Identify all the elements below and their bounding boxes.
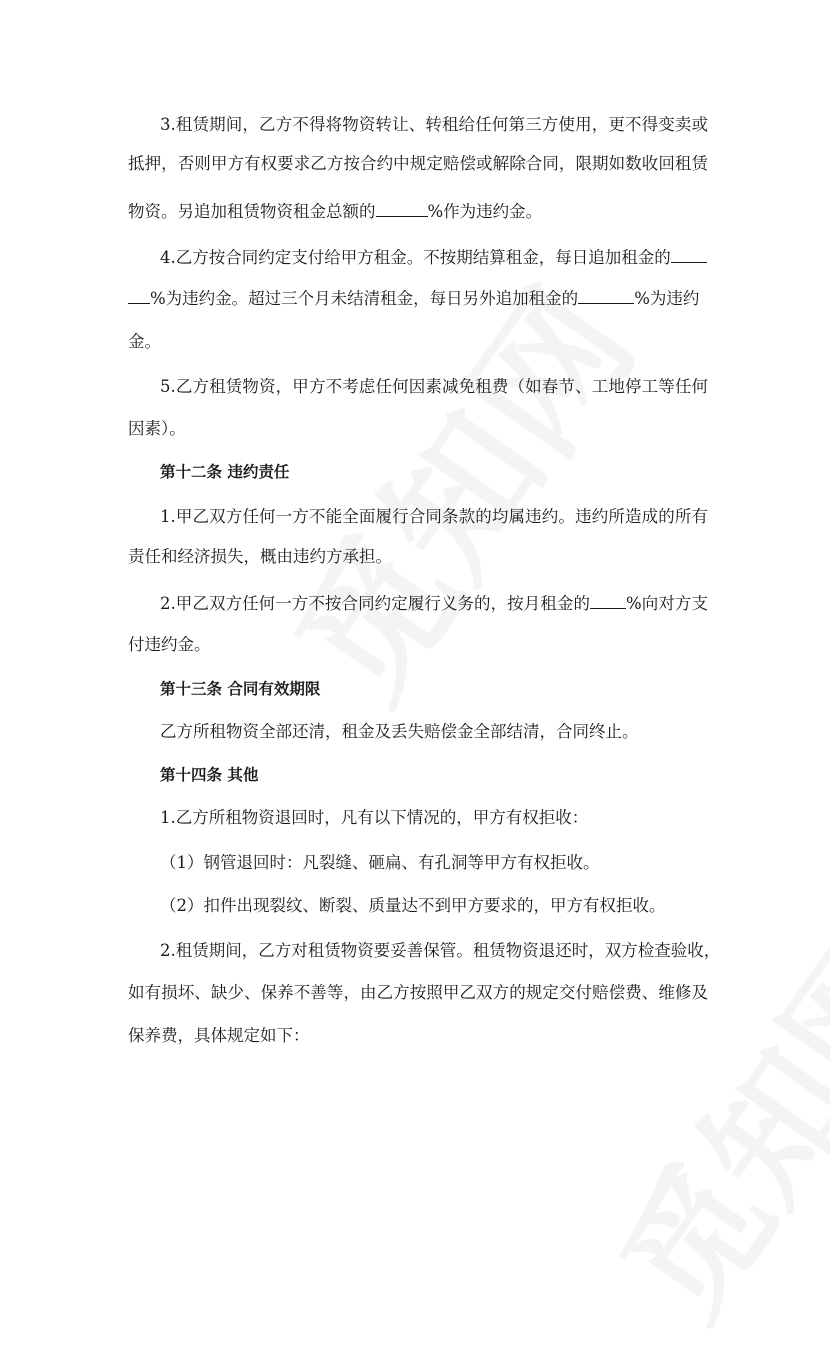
article-13-heading: 第十三条 合同有效期限 [160, 679, 321, 698]
fill-blank[interactable] [376, 199, 428, 217]
text-segment: 2.甲乙双方任何一方不按合同约定履行义务的，按月租金的 [160, 594, 591, 613]
article-12-clause-1-line-2: 责任和经济损失，概由违约方承担。 [128, 547, 392, 566]
fill-blank[interactable] [590, 591, 626, 609]
article-12-heading: 第十二条 违约责任 [160, 462, 290, 481]
article-12-clause-2-line-2: 付违约金。 [128, 635, 211, 654]
clause-4-line-2 [128, 286, 708, 311]
article-14-item-2: （2）扣件出现裂纹、断裂、质量达不到甲方要求的，甲方有权拒收。 [160, 896, 666, 915]
clause-3-line-2: 抵押，否则甲方有权要求乙方按合约中规定赔偿或解除合同，限期如数收回租赁 [128, 154, 708, 173]
clause-5-line-1: 5.乙方租赁物资，甲方不考虑任何因素减免租费（如春节、工地停工等任何 [160, 377, 708, 396]
clause-3-line-1: 3.租赁期间，乙方不得将物资转让、转租给任何第三方使用，更不得变卖或 [160, 115, 708, 134]
watermark [237, 242, 672, 735]
clause-3-line-3 [128, 199, 708, 224]
article-14-clause-2-line-1: 2.租赁期间，乙方对租赁物资要妥善保管。租赁物资退还时，双方检查验收， [160, 941, 721, 960]
article-14-clause-1: 1.乙方所租物资退回时，凡有以下情况的，甲方有权拒收： [160, 808, 589, 827]
clause-4-line-3: 金。 [128, 332, 161, 351]
text-segment: %作为违约金。 [427, 202, 543, 221]
clause-5-line-2: 因素）。 [128, 419, 186, 438]
article-12-clause-2-line-1 [160, 591, 708, 616]
article-14-heading: 第十四条 其他 [160, 765, 259, 784]
text-segment: %为违约金。超过三个月未结清租金，每日另外追加租金的 [150, 289, 579, 308]
article-14-clause-2-line-2: 如有损坏、缺少、保养不善等，由乙方按照甲乙双方的规定交付赔偿费、维修及 [128, 983, 708, 1002]
article-14-clause-2-line-3: 保养费，具体规定如下： [128, 1026, 310, 1045]
text-segment: 物资。另追加租赁物资租金总额的 [128, 202, 376, 221]
fill-blank[interactable] [671, 245, 707, 263]
text-segment: %向对方支 [626, 594, 708, 613]
fill-blank[interactable] [578, 286, 634, 304]
fill-blank[interactable] [128, 286, 150, 304]
article-13-text: 乙方所租物资全部还清，租金及丢失赔偿金全部结清，合同终止。 [160, 722, 639, 741]
text-segment: %为违约 [634, 289, 700, 308]
clause-4-line-1 [160, 245, 708, 270]
article-12-clause-1-line-1: 1.甲乙双方任何一方不能全面履行合同条款的均属违约。违约所造成的所有 [160, 507, 708, 526]
article-14-item-1: （1）钢管退回时：凡裂缝、砸扁、有孔洞等甲方有权拒收。 [160, 853, 600, 872]
text-segment: 4.乙方按合同约定支付给甲方租金。不按期结算租金，每日追加租金的 [160, 248, 671, 267]
